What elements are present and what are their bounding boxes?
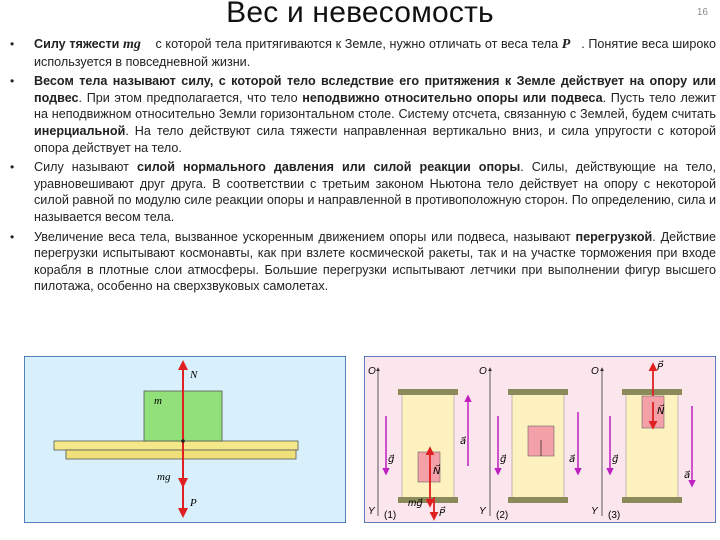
bullet-list (10, 36, 716, 298)
bullet-3: • Силу называют силой нормального давления или силой реакции опоры. Силы, действующие на тело, уравновешивают друг друга. В соответствии с третьим законом Ньютона тело действует на опору с некоторой силой равной по модулю силе реакции опоры и направленной в противоположную сторон. По определению, сила и называется весом тела. (10, 160, 716, 224)
panel-tag: (1) (384, 510, 397, 521)
bullet-dot: • (10, 37, 15, 51)
origin-label: O (368, 366, 376, 377)
elevator-figure (364, 356, 716, 523)
axis-label: Y (479, 506, 486, 517)
cabin-top (622, 389, 682, 395)
gravity-label: mg⃗ (157, 471, 179, 483)
top-p-label: P⃗ (657, 362, 664, 373)
bullet-4: • Увеличение веса тела, вызванное ускоренным движением опоры или подвеса, называют перегрузкой. Действие перегрузки испытывают космонавты, как при взлете космической ракеты, так и на участке торможения при входе корабля в плотные слои атмосферы. Большие перегрузки испытывают летчики при выполнении фигур высшего пилотажа, особенно на сверхзвуковых самолетах. (10, 229, 716, 294)
table-figure (24, 356, 346, 523)
bullet-dot: • (10, 229, 15, 244)
page-number: 16 (696, 7, 708, 18)
cabin-bottom (622, 497, 682, 503)
cabin-top (398, 389, 458, 395)
n-label: N⃗ (657, 406, 665, 417)
bullet-dot: • (10, 74, 15, 89)
bullet-2: • Весом тела называют силу, с которой тело вследствие его притяжения к Земле действует на опору или подвес. При этом предполагается, что тело неподвижно относительно опоры или подвеса. Пусть тело лежит на неподвижном относительно Земли горизонтальном столе. Систему отсчета, связанную с Землей, будем считать инерциальной. На тело действуют сила тяжести направленная вертикально вниз, и сила упругости с которой опора действует на тело. (10, 74, 716, 155)
a-label: a⃗ (569, 454, 576, 465)
tabletop (54, 441, 298, 450)
contact-point (181, 439, 185, 443)
mg-label: mg⃗ (408, 498, 423, 509)
a-label: a⃗ (684, 470, 691, 481)
cabin (402, 394, 454, 498)
p-label: P⃗ (439, 508, 446, 519)
bullet-dot: • (10, 160, 15, 175)
panel-tag: (3) (608, 510, 621, 521)
normal-label: N⃗ (190, 369, 206, 381)
cabin-top (508, 389, 568, 395)
axis-label: Y (591, 506, 598, 517)
a-label: a⃗ (460, 436, 467, 447)
g-label: g⃗ (500, 454, 507, 465)
origin-label: O (479, 366, 487, 377)
cabin-bottom (508, 497, 568, 503)
origin-label: O (591, 366, 599, 377)
table-base (66, 450, 296, 459)
axis-label: Y (368, 506, 375, 517)
page-title: Вес и невесомость (226, 0, 494, 29)
panel-tag: (2) (496, 510, 509, 521)
bullet-1: • Силу тяжести mg⃗ с которой тела притягиваются к Земле, нужно отличать от веса тела P⃗. Понятие веса широко используется в повседневной жизни. (10, 37, 716, 69)
weight-label: P⃗ (190, 497, 206, 509)
g-label: g⃗ (612, 454, 619, 465)
mass-label: m (154, 395, 162, 407)
g-label: g⃗ (388, 454, 395, 465)
cabin-bottom (398, 497, 458, 503)
n-label: N⃗ (433, 466, 441, 477)
